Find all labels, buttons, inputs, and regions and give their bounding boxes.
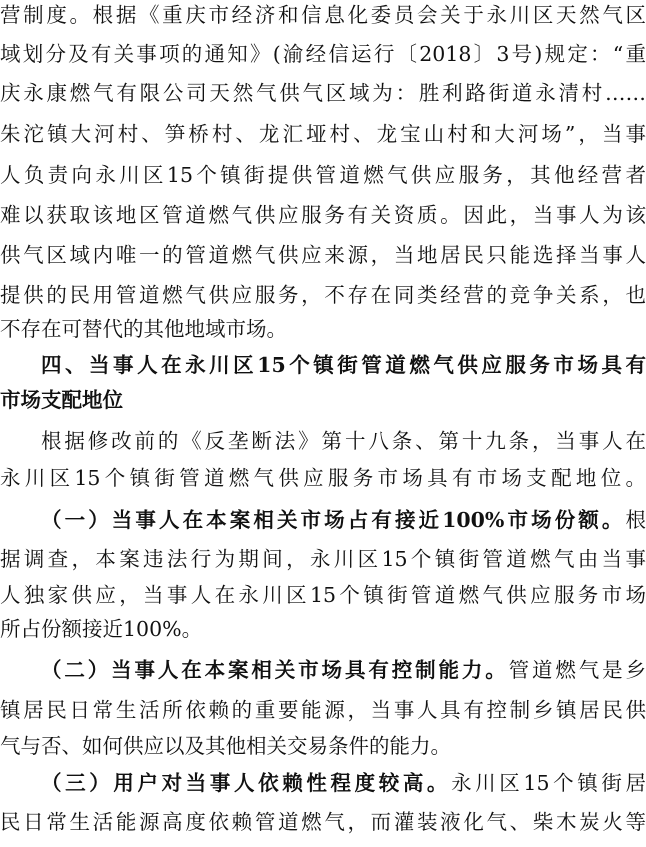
item-1-line-4: 所占份额接近100%。	[0, 617, 203, 641]
item-3-line-2: 民日常生活能源高度依赖管道燃气，而灌装液化气、柴木炭火等	[0, 810, 646, 834]
item-2-first-line	[41, 655, 646, 685]
body-line-9: 不存在可替代的其他地域市场。	[0, 317, 287, 341]
item-1-heading-tail: 根	[625, 508, 646, 532]
item-1-first-line	[41, 505, 646, 535]
item-2-heading-tail: 管道燃气是乡	[508, 658, 646, 682]
section-heading-line-2: 市场支配地位	[0, 388, 123, 412]
item-2-heading: （二）当事人在本案相关市场具有控制能力。	[41, 658, 509, 682]
body-line-8: 提供的民用管道燃气供应服务，不存在同类经营的竞争关系，也	[0, 283, 646, 307]
body-line-2: 域划分及有关事项的通知》(渝经信运行〔2018〕3号)规定：“重	[0, 42, 646, 66]
item-3-heading: （三）用户对当事人依赖性程度较高。	[41, 771, 452, 795]
intro-line-2: 永川区15个镇街管道燃气供应服务市场具有市场支配地位。	[0, 466, 646, 490]
item-2-line-3: 气与否、如何供应以及其他相关交易条件的能力。	[0, 734, 451, 758]
section-heading-line-1: 四、当事人在永川区15个镇街管道燃气供应服务市场具有	[41, 353, 646, 377]
body-line-7: 供气区域内唯一的管道燃气供应来源，当地居民只能选择当事人	[0, 243, 646, 267]
item-3-heading-tail: 永川区15个镇街居	[451, 771, 646, 795]
body-line-5: 人负责向永川区15个镇街提供管道燃气供应服务，其他经营者	[0, 163, 646, 187]
body-line-3: 庆永康燃气有限公司天然气供气区域为：胜利路街道永清村……	[0, 81, 646, 105]
intro-line-1: 根据修改前的《反垄断法》第十八条、第十九条，当事人在	[41, 429, 646, 453]
body-line-1: 营制度。根据《重庆市经济和信息化委员会关于永川区天然气区	[0, 3, 646, 27]
item-1-line-2: 据调查，本案违法行为期间，永川区15个镇街管道燃气由当事	[0, 547, 646, 571]
item-1-line-3: 人独家供应，当事人在永川区15个镇街管道燃气供应服务市场	[0, 583, 646, 607]
item-3-first-line	[41, 768, 646, 798]
item-2-line-2: 镇居民日常生活所依赖的重要能源，当事人具有控制乡镇居民供	[0, 698, 646, 722]
body-line-4: 朱沱镇大河村、笋桥村、龙汇垭村、龙宝山村和大河场”，当事	[0, 122, 646, 146]
item-1-heading: （一）当事人在本案相关市场占有接近100%市场份额。	[41, 508, 626, 532]
body-line-6: 难以获取该地区管道燃气供应服务有关资质。因此，当事人为该	[0, 203, 646, 227]
